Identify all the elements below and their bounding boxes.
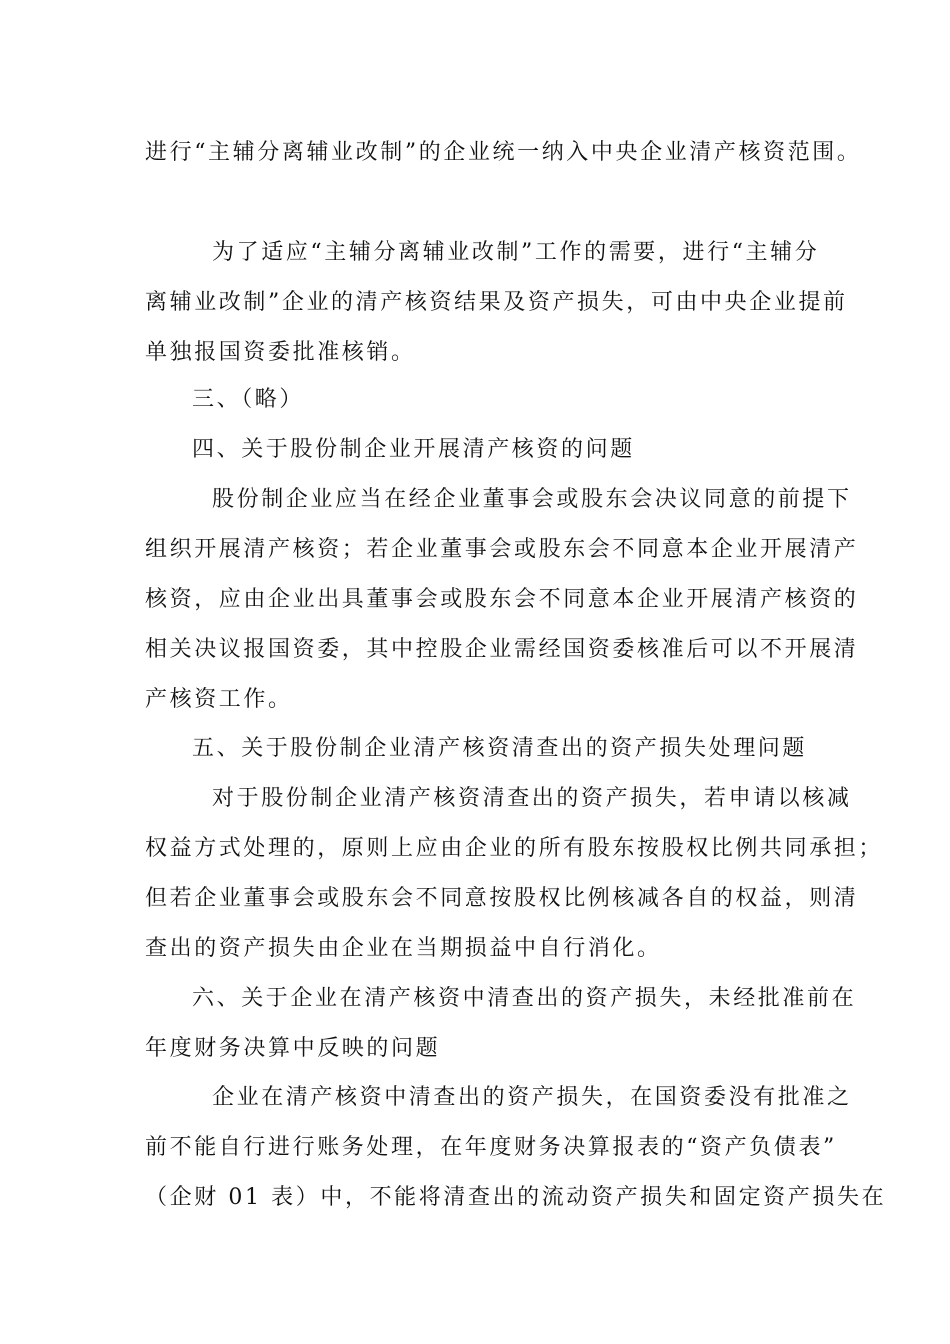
paragraph-first-line: 企业在清产核资中清查出的资产损失，在国资委没有批准之 xyxy=(212,1085,852,1110)
section-heading: 六、关于企业在清产核资中清查出的资产损失，未经批准前在 xyxy=(192,986,857,1011)
text-line: 权益方式处理的，原则上应由企业的所有股东按股权比例共同承担； xyxy=(145,836,884,861)
paragraph-first-line: 为了适应“主辅分离辅业改制”工作的需要，进行“主辅分 xyxy=(212,240,820,265)
text-line: 产核资工作。 xyxy=(145,687,293,712)
section-heading: 三、（略） xyxy=(192,387,305,412)
text-line: 但若企业董事会或股东会不同意按股权比例核减各自的权益，则清 xyxy=(145,886,859,911)
paragraph-first-line: 对于股份制企业清产核资清查出的资产损失，若申请以核减 xyxy=(212,786,852,811)
text-line: 相关决议报国资委，其中控股企业需经国资委核准后可以不开展清 xyxy=(145,637,859,662)
section-heading: 四、关于股份制企业开展清产核资的问题 xyxy=(192,437,635,462)
text-line: 离辅业改制”企业的清产核资结果及资产损失，可由中央企业提前 xyxy=(145,290,848,315)
text-line: 组织开展清产核资；若企业董事会或股东会不同意本企业开展清产 xyxy=(145,537,859,562)
paragraph-first-line: 股份制企业应当在经企业董事会或股东会决议同意的前提下 xyxy=(212,487,852,512)
section-heading-continued: 年度财务决算中反映的问题 xyxy=(145,1036,441,1061)
text-line: 查出的资产损失由企业在当期损益中自行消化。 xyxy=(145,936,662,961)
section-heading: 五、关于股份制企业清产核资清查出的资产损失处理问题 xyxy=(192,736,808,761)
text-line: 核资，应由企业出具董事会或股东会不同意本企业开展清产核资的 xyxy=(145,587,859,612)
text-line: 前不能自行进行账务处理，在年度财务决算报表的“资产负债表” xyxy=(145,1135,837,1160)
text-line: 进行“主辅分离辅业改制”的企业统一纳入中央企业清产核资范围。 xyxy=(145,140,862,165)
text-line: 单独报国资委批准核销。 xyxy=(145,340,416,365)
text-line: （企财 01 表）中，不能将清查出的流动资产损失和固定资产损失在 xyxy=(145,1185,887,1210)
